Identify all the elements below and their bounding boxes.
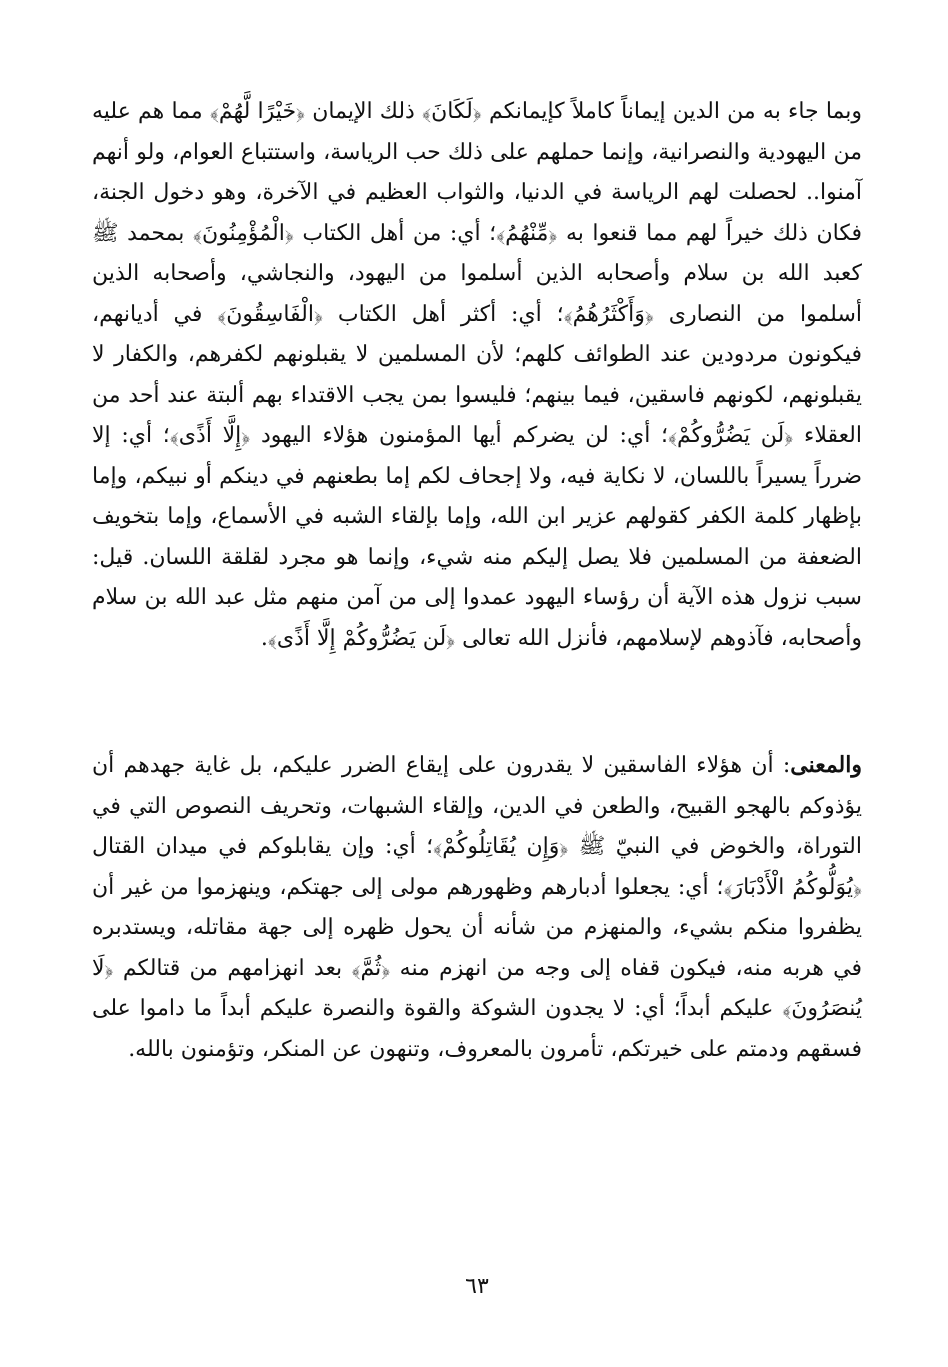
paragraph-two-body: : أن هؤلاء الفاسقين لا يقدرون على إيقاع الضرر عليكم، بل غاية جهدهم أن يؤذوكم بالهجو القبيح، والطعن في الدين، وإلقاء الشبهات، وتحريف النصوص التي في التوراة، والخوض في النبيّ ﷺ ﴿وَإِن يُقَاتِلُوكُمْ﴾؛ أي: وإن يقابلوكم في ميدان القتال ﴿يُوَلُّوكُمُ الْأَدْبَارَ﴾؛ أي: يجعلوا أدبارهم وظهورهم مولى إلى جهتكم، وينهزموا من غير أن يظفروا منكم بشيء، والمنهزم من شأنه أن يحول ظهره إلى جهة مقاتله، ويستدبره في هربه منه، فيكون قفاه إلى وجه من انهزم منه ﴿ثُمَّ﴾ بعد انهزامهم من قتالكم ﴿لَا يُنصَرُونَ﴾ عليكم أبداً؛ أي: لا يجدون الشوكة والقوة والنصرة عليكم أبداً ما داموا على فسقهم ودمتم على خيرتكم، تأمرون بالمعروف، وتنهون عن المنكر، وتؤمنون بالله. xyxy=(92,753,862,1062)
paragraph-two xyxy=(92,745,862,1070)
paragraph-two-lead: والمعنى xyxy=(790,752,862,778)
page-number: ٦٣ xyxy=(465,1274,489,1299)
page xyxy=(92,92,862,1352)
paragraph-one: وبما جاء به من الدين إيماناً كاملاً كإيمانكم ﴿لَكَانَ﴾ ذلك الإيمان ﴿خَيْرًا لَّهُمْ﴾ مما هم عليه من اليهودية والنصرانية، وإنما حملهم على ذلك حب الرياسة، واستتباع العوام، ولو أنهم آمنوا.. لحصلت لهم الرياسة في الدنيا، والثواب العظيم في الآخرة، وهو دخول الجنة، فكان ذلك خيراً لهم مما قنعوا به ﴿مِّنْهُمُ﴾؛ أي: من أهل الكتاب ﴿الْمُؤْمِنُونَ﴾ بمحمد ﷺ كعبد الله بن سلام وأصحابه الذين أسلموا من اليهود، والنجاشي، وأصحابه الذين أسلموا من النصارى ﴿وَأَكْثَرُهُمُ﴾؛ أي: أكثر أهل الكتاب ﴿الْفَاسِقُونَ﴾ في أديانهم، فيكونون مردودين عند الطوائف كلهم؛ لأن المسلمين لا يقبلونهم لكفرهم، والكفار لا يقبلونهم، لكونهم فاسقين، فيما بينهم؛ فليسوا بمن يجب الاقتداء بهم ألبتة عند أحد من العقلاء ﴿لَن يَضُرُّوكُمْ﴾؛ أي: لن يضركم أيها المؤمنون هؤلاء اليهود ﴿إِلَّا أَذًى﴾؛ أي: إلا ضرراً يسيراً باللسان، لا نكاية فيه، ولا إجحاف لكم إما بطعنهم في دينكم أو نبيكم، وإما بإظهار كلمة الكفر كقولهم عزير ابن الله، وإما بإلقاء الشبه في الأسماع، وإما بتخويف الضعفة من المسلمين فلا يصل إليكم منه شيء، وإنما هو مجرد لقلقة اللسان. قيل: سبب نزول هذه الآية أن رؤساء اليهود عمدوا إلى من آمن منهم مثل عبد الله بن سلام وأصحابه، فآذوهم لإسلامهم، فأنزل الله تعالى ﴿لَن يَضُرُّوكُمْ إِلَّا أَذًى﴾. xyxy=(92,99,862,651)
